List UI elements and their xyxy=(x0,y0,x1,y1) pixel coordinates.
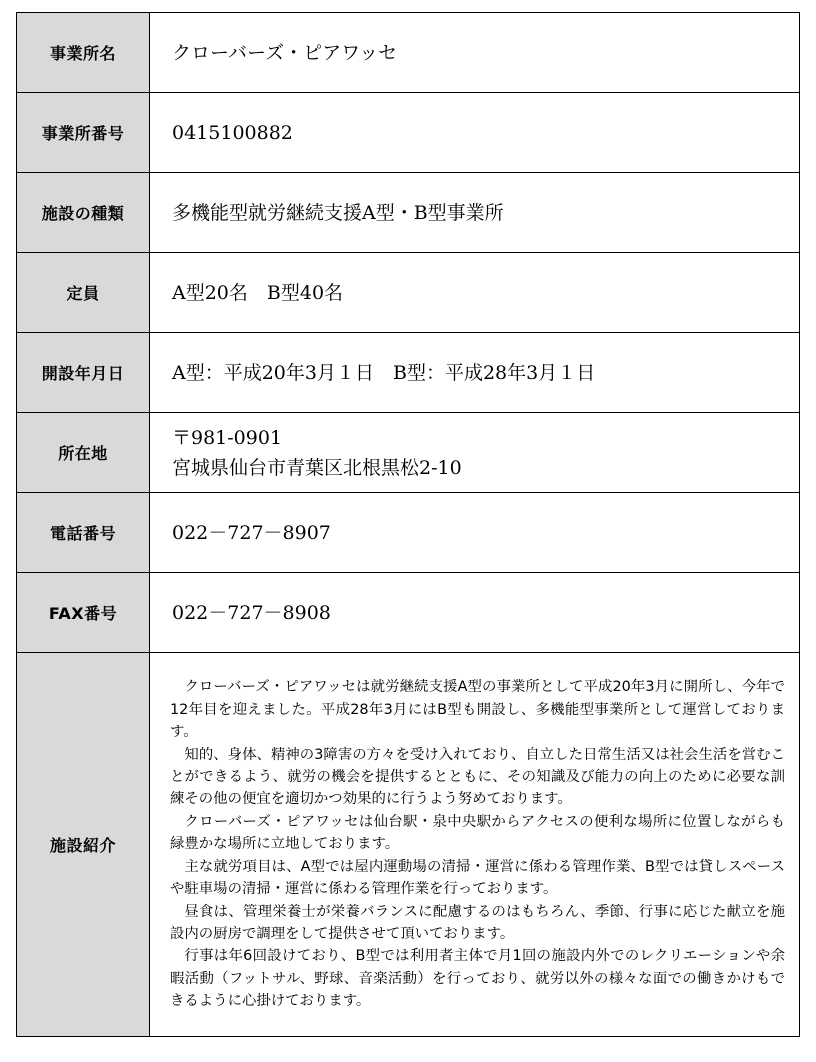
intro-paragraph: 行事は年6回設けており、B型では利用者主体で月1回の施設内外でのレクリエーションや余暇活動（フットサル、野球、音楽活動）を行っており、就労以外の様々な面での働きかけもできるように心掛けております。 xyxy=(170,948,785,1010)
row-facility-type xyxy=(17,173,800,253)
label-opening-date: 開設年月日 xyxy=(17,333,150,413)
intro-paragraph: 昼食は、管理栄養士が栄養バランスに配慮するのはもちろん、季節、行事に応じた献立を施設内の厨房で調理をして提供させて頂いております。 xyxy=(170,903,785,942)
intro-paragraph: クローバーズ・ピアワッセは仙台駅・泉中央駅からアクセスの便利な場所に位置しながらも緑豊かな場所に立地しております。 xyxy=(170,813,785,853)
label-facility-type: 施設の種類 xyxy=(17,173,150,253)
street-address: 宮城県仙台市青葉区北根黒松2-10 xyxy=(172,456,462,479)
value-capacity: A型20名 B型40名 xyxy=(150,253,800,333)
label-phone: 電話番号 xyxy=(17,493,150,573)
label-fax: FAX番号 xyxy=(17,573,150,653)
label-facility-number: 事業所番号 xyxy=(17,93,150,173)
value-phone: 022－727－8907 xyxy=(150,493,800,573)
row-opening-date xyxy=(17,333,800,413)
value-fax: 022－727－8908 xyxy=(150,573,800,653)
row-fax xyxy=(17,573,800,653)
row-capacity xyxy=(17,253,800,333)
value-facility-number: 0415100882 xyxy=(150,93,800,173)
label-capacity: 定員 xyxy=(17,253,150,333)
value-facility-type: 多機能型就労継続支援A型・B型事業所 xyxy=(150,173,800,253)
label-facility-intro: 施設紹介 xyxy=(17,653,150,1037)
row-facility-number xyxy=(17,93,800,173)
row-phone xyxy=(17,493,800,573)
row-address xyxy=(17,413,800,493)
intro-paragraph: 主な就労項目は、A型では屋内運動場の清掃・運営に係わる管理作業、B型では貸しスペースや駐車場の清掃・運営に係わる管理作業を行っております。 xyxy=(170,858,785,898)
label-address: 所在地 xyxy=(17,413,150,493)
label-facility-name: 事業所名 xyxy=(17,13,150,93)
value-address xyxy=(150,413,800,493)
facility-info-table xyxy=(16,12,800,1037)
row-facility-name xyxy=(17,13,800,93)
value-facility-name: クローバーズ・ピアワッセ xyxy=(150,13,800,93)
value-facility-intro xyxy=(150,653,800,1037)
row-facility-intro xyxy=(17,653,800,1037)
intro-paragraph: クローバーズ・ピアワッセは就労継続支援A型の事業所として平成20年3月に開所し、今年で12年目を迎えました。平成28年3月にはB型も開設し、多機能型事業所として運営しております。 xyxy=(170,679,785,741)
value-opening-date: A型：平成20年3月１日 B型：平成28年3月１日 xyxy=(150,333,800,413)
postal-code: 〒981-0901 xyxy=(172,426,283,449)
intro-paragraph: 知的、身体、精神の3障害の方々を受け入れており、自立した日常生活又は社会生活を営むことができるよう、就労の機会を提供するとともに、その知識及び能力の向上のために必要な訓練その他の便宜を適切かつ効果的に行うよう努めております。 xyxy=(170,746,785,808)
